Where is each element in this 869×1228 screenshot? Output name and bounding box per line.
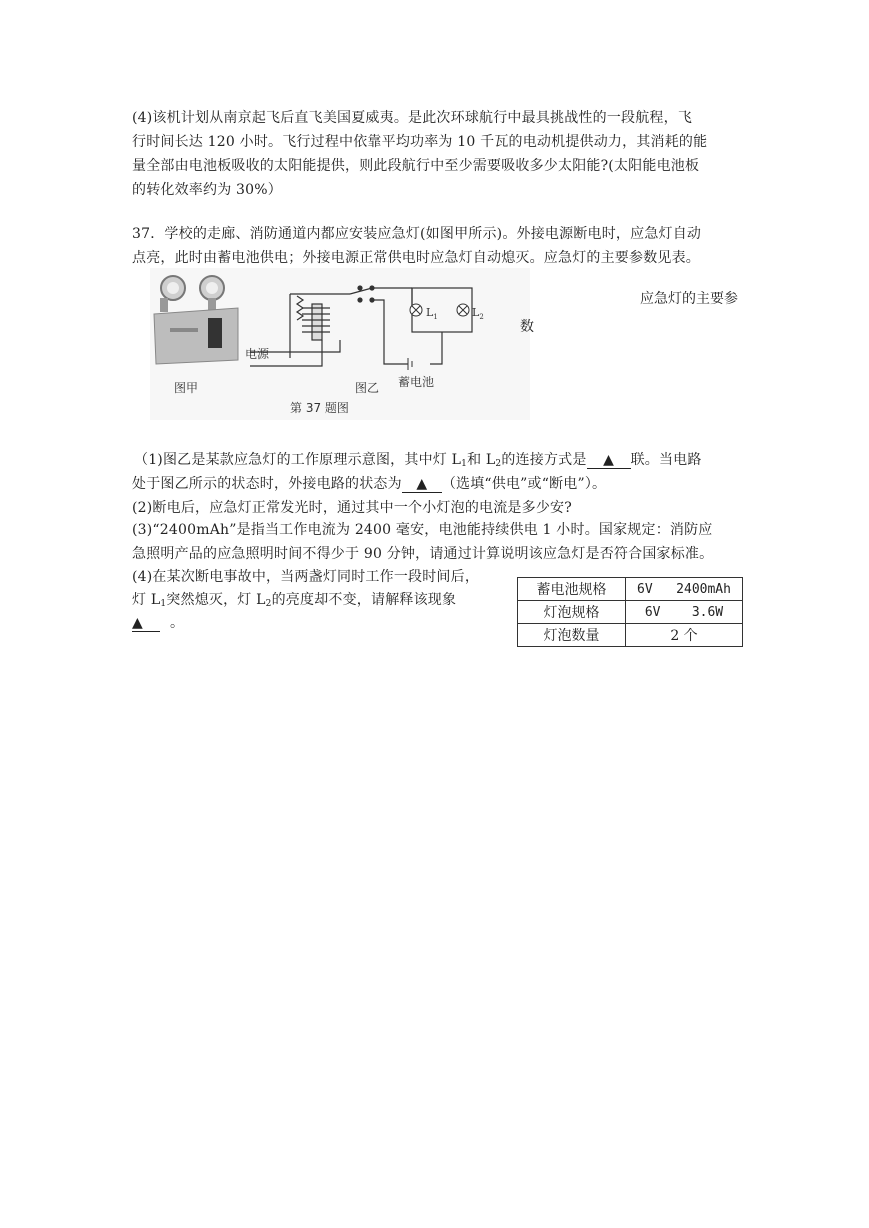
table-row (518, 624, 743, 647)
q36-4-line3: 量全部由电池板吸收的太阳能提供，则此段航行中至少需要吸收多少太阳能?(太阳能电池板 (132, 158, 700, 174)
label-L1: $L_1$ (426, 306, 438, 321)
answer-blank-1[interactable]: ▲ (587, 452, 631, 469)
answer-blank-2[interactable]: ▲ (402, 476, 442, 493)
table-row (518, 601, 743, 624)
label-power: 电源 (245, 347, 270, 361)
table-cell-value: 6V 3.6W (626, 601, 743, 624)
table-row (518, 578, 743, 601)
table-caption (520, 288, 738, 336)
table-cell-name: 灯泡数量 (518, 624, 626, 647)
q37-intro-line2: 点亮，此时由蓄电池供电；外接电源正常供电时应急灯自动熄灭。应急灯的主要参数见表。 (132, 250, 700, 266)
q37-4-line1: (4)在某次断电事故中，当两盏灯同时工作一段时间后， (132, 569, 480, 585)
q37-2: (2)断电后，应急灯正常发光时，通过其中一个小灯泡的电流是多少安? (132, 500, 572, 516)
q36-4-line4: 的转化效率约为 30%） (132, 182, 282, 198)
label-battery: 蓄电池 (398, 375, 435, 389)
table-caption-line1: 应急灯的主要参 (640, 291, 738, 307)
circuit-figure (150, 268, 530, 420)
q36-4-line1: (4)该机计划从南京起飞后直飞美国夏威夷。是此次环球航行中最具挑战性的一段航程，飞 (132, 110, 693, 126)
q37-intro-line1: 37．学校的走廊、消防通道内都应安装应急灯(如图甲所示)。外接电源断电时，应急灯自动 (132, 226, 702, 242)
q37-1-line2: 处于图乙所示的状态时，外接电路的状态为 ▲ （选填“供电”或“断电”）。 (132, 476, 607, 492)
lamp-L1 (410, 304, 422, 316)
table-cell-value: 6V 2400mAh (626, 578, 743, 601)
table-cell-name: 蓄电池规格 (518, 578, 626, 601)
q37-3-line1: (3)“2400mAh”是指当工作电流为 2400 毫安，电池能持续供电 1 小时。国家规定：消防应 (132, 522, 713, 538)
table-cell-value: 2 个 (626, 624, 743, 647)
table-cell-name: 灯泡规格 (518, 601, 626, 624)
parameters-table (517, 577, 743, 647)
q37-1-line1: （1)图乙是某款应急灯的工作原理示意图，其中灯 $L_1$和 $L_2$的连接方式是 ▲ 联。当电路 (134, 452, 702, 469)
label-yi: 图乙 (355, 381, 380, 395)
q37-3-line2: 急照明产品的应急照明时间不得少于 90 分钟，请通过计算说明该应急灯是否符合国家标准。 (132, 546, 714, 562)
q36-4-line2: 行时间长达 120 小时。飞行过程中依靠平均功率为 10 千瓦的电动机提供动力，其消耗的能 (132, 134, 708, 150)
label-L2: $L_2$ (472, 306, 484, 321)
figure-caption: 第 37 题图 (290, 401, 349, 415)
q37-4-line2: 灯 $L_1$突然熄灭，灯 $L_2$的亮度却不变，请解释该现象 (132, 592, 457, 609)
table-caption-line2: 数 (520, 319, 534, 335)
label-jia: 图甲 (174, 381, 199, 395)
answer-blank-3[interactable]: ▲ (132, 615, 160, 632)
q37-4-line3: ▲ 。 (132, 615, 185, 631)
lamp-L2 (457, 304, 469, 316)
